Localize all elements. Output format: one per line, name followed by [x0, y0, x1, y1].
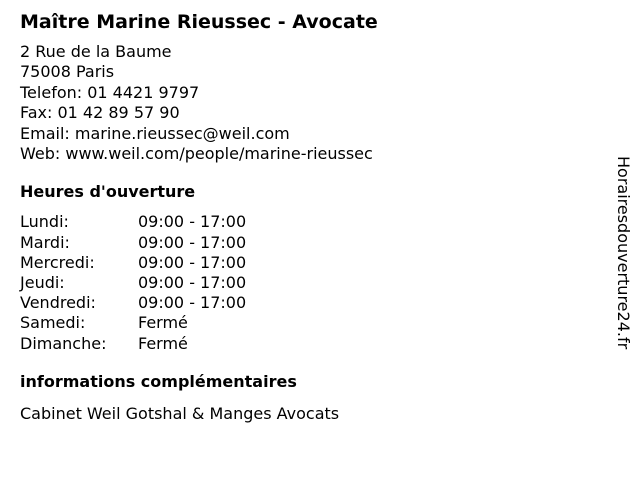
- hours-row-sunday: [20, 334, 600, 354]
- opening-hours-heading: Heures d'ouverture: [20, 182, 196, 202]
- contact-block: [20, 42, 600, 164]
- hours-row-saturday: [20, 313, 600, 333]
- hours-time-value: Fermé: [138, 333, 188, 353]
- listing-content: [20, 10, 600, 424]
- hours-time-value: 09:00 - 17:00: [138, 273, 247, 293]
- hours-day-label: Mardi:: [20, 232, 70, 252]
- address-city: 75008 Paris: [20, 62, 115, 82]
- hours-row-monday: [20, 212, 600, 232]
- hours-time-value: 09:00 - 17:00: [138, 232, 247, 252]
- phone-line: Telefon: 01 4421 9797: [20, 82, 200, 102]
- site-watermark: [612, 135, 634, 371]
- hours-day-label: Dimanche:: [20, 333, 107, 353]
- hours-row-wednesday: [20, 253, 600, 273]
- hours-day-label: Samedi:: [20, 313, 86, 333]
- fax-line: Fax: 01 42 89 57 90: [20, 103, 180, 123]
- email-line: Email: marine.rieussec@weil.com: [20, 123, 290, 143]
- additional-info-text: Cabinet Weil Gotshal & Manges Avocats: [20, 403, 340, 423]
- hours-day-label: Vendredi:: [20, 293, 96, 313]
- hours-row-friday: [20, 293, 600, 313]
- site-name-label: Horairesdouverture24.fr: [614, 156, 633, 350]
- hours-time-value: Fermé: [138, 313, 188, 333]
- additional-info-heading: informations complémentaires: [20, 371, 297, 391]
- page-title: Maître Marine Rieussec - Avocate: [20, 11, 378, 33]
- hours-time-value: 09:00 - 17:00: [138, 252, 247, 272]
- hours-day-label: Mercredi:: [20, 252, 95, 272]
- address-street: 2 Rue de la Baume: [20, 42, 172, 61]
- opening-hours-table: [20, 212, 600, 353]
- hours-time-value: 09:00 - 17:00: [138, 293, 247, 313]
- hours-time-value: 09:00 - 17:00: [138, 212, 247, 232]
- hours-row-tuesday: [20, 233, 600, 253]
- web-line: Web: www.weil.com/people/marine-rieussec: [20, 144, 373, 164]
- hours-day-label: Lundi:: [20, 212, 69, 232]
- hours-day-label: Jeudi:: [20, 273, 65, 293]
- hours-row-thursday: [20, 273, 600, 293]
